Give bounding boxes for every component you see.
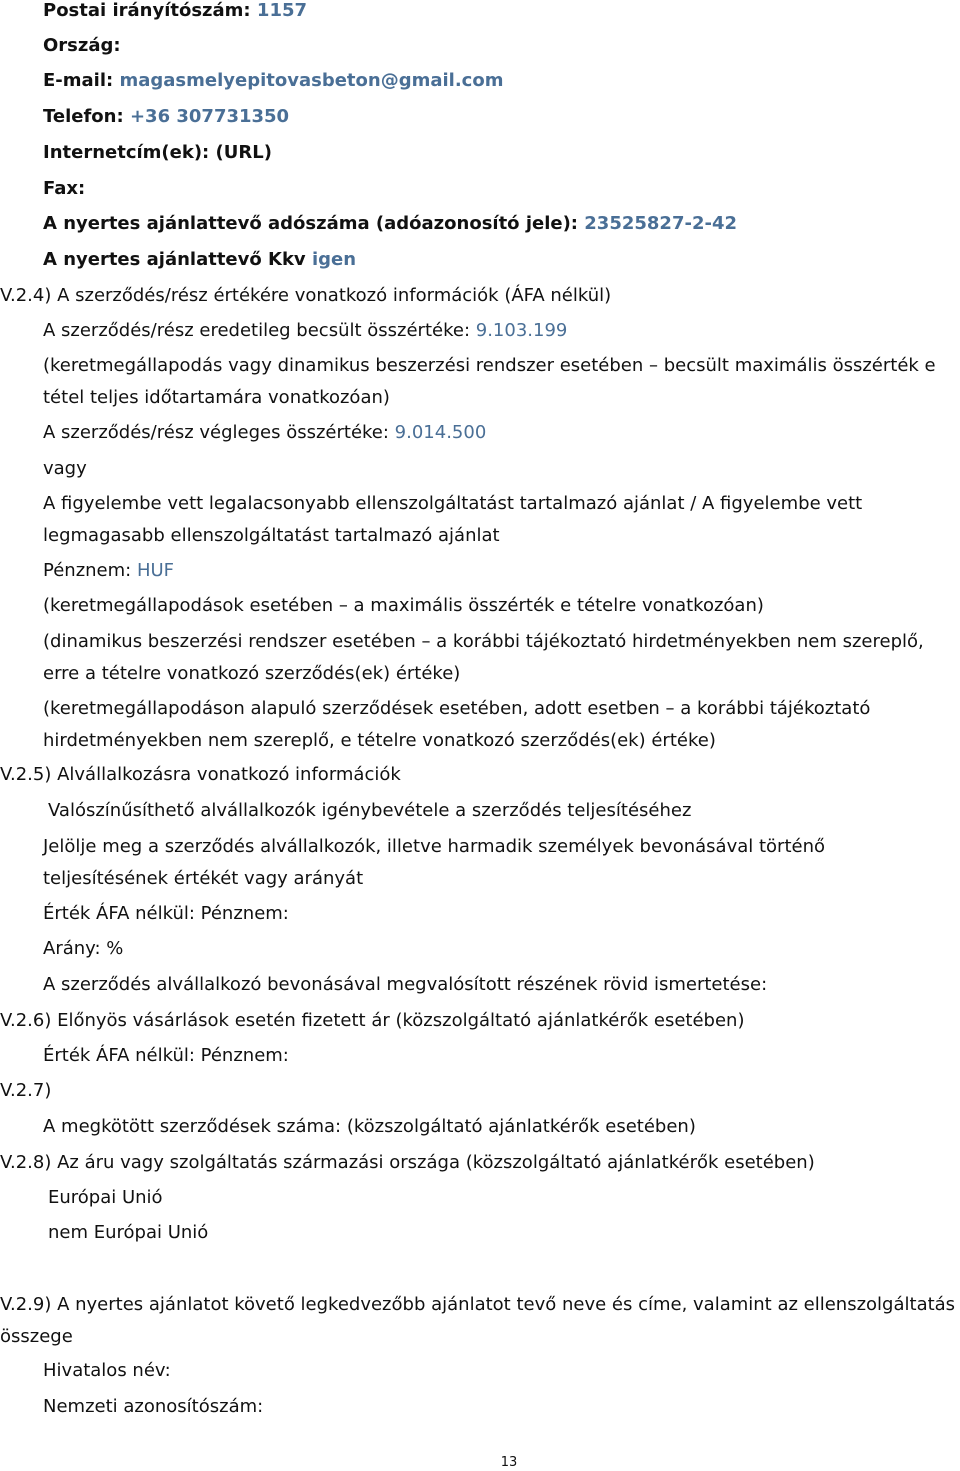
contracts-count-line: A megkötött szerződések száma: (közszolgáltató ajánlatkérők esetében): [43, 1116, 696, 1137]
subcontracting-description-label: A szerződés alvállalkozó bevonásával megvalósított részének rövid ismertetése:: [43, 974, 768, 995]
email-value: magasmelyepitovasbeton@gmail.com: [119, 70, 504, 91]
tax-number-value: 23525827-2-42: [584, 213, 737, 234]
email-line: E-mail: magasmelyepitovasbeton@gmail.com: [43, 70, 504, 91]
section-v24-heading: V.2.4) A szerződés/rész értékére vonatkozó információk (ÁFA nélkül): [0, 285, 612, 306]
phone-value: +36 307731350: [129, 106, 290, 127]
subcontracting-likely: Valószínűsíthető alvállalkozók igénybevétele a szerződés teljesítéséhez: [48, 800, 692, 821]
page-number: 13: [500, 1455, 518, 1470]
tax-number-line: A nyertes ajánlattevő adószáma (adóazonosító jele): 23525827-2-42: [43, 213, 737, 234]
note-contracts-line-2: hirdetményekben nem szereplő, e tételre vonatkozó szerződés(ek) értéke): [43, 730, 716, 751]
phone-line: Telefon: +36 307731350: [43, 106, 290, 127]
origin-non-eu: nem Európai Unió: [48, 1222, 209, 1243]
subcontracting-value-line: Érték ÁFA nélkül: Pénznem:: [43, 903, 289, 924]
subcontracting-indicate-line-2: teljesítésének értékét vagy arányát: [43, 868, 364, 889]
official-name-label: Hivatalos név:: [43, 1360, 171, 1381]
estimated-value: 9.103.199: [475, 320, 568, 341]
postal-code-value: 1157: [256, 0, 308, 21]
section-v26-heading: V.2.6) Előnyös vásárlások esetén fizetett ár (közszolgáltató ajánlatkérők esetében): [0, 1010, 745, 1031]
section-v25-heading: V.2.5) Alvállalkozásra vonatkozó információk: [0, 764, 401, 785]
internet-address-label: Internetcím(ek): (URL): [43, 142, 272, 163]
postal-code-line: Postai irányítószám: 1157: [43, 0, 308, 21]
note-dynamic-line-1: (dinamikus beszerzési rendszer esetében – a korábbi tájékoztató hirdetményekben nem szereplő,: [43, 631, 924, 652]
country-label: Ország:: [43, 35, 121, 56]
offer-line-1: A figyelembe vett legalacsonyabb ellenszolgáltatást tartalmazó ajánlat / A figyelembe vett: [43, 493, 863, 514]
note-framework: (keretmegállapodások esetében – a maximális összérték e tételre vonatkozóan): [43, 595, 764, 616]
section-v28-heading: V.2.8) Az áru vagy szolgáltatás származási országa (közszolgáltató ajánlatkérők esetében): [0, 1152, 815, 1173]
bargain-value-line: Érték ÁFA nélkül: Pénznem:: [43, 1045, 289, 1066]
origin-eu: Európai Unió: [48, 1187, 163, 1208]
offer-line-2: legmagasabb ellenszolgáltatást tartalmazó ajánlat: [43, 525, 500, 546]
section-v29-heading-line-1: V.2.9) A nyertes ajánlatot követő legkedvezőbb ajánlatot tevő neve és címe, valamint az ellenszolgáltatás: [0, 1294, 956, 1315]
sme-value: igen: [311, 249, 357, 270]
national-id-label: Nemzeti azonosítószám:: [43, 1396, 264, 1417]
section-v29-heading-line-2: összege: [0, 1326, 73, 1347]
final-value-line: A szerződés/rész végleges összértéke: 9.014.500: [43, 422, 487, 443]
framework-note-line-1: (keretmegállapodás vagy dinamikus beszerzési rendszer esetében – becsült maximális összérték e: [43, 355, 936, 376]
sme-line: A nyertes ajánlattevő Kkv igen: [43, 249, 357, 270]
currency-line: Pénznem: HUF: [43, 560, 175, 581]
subcontracting-indicate-line-1: Jelölje meg a szerződés alvállalkozók, illetve harmadik személyek bevonásával történő: [43, 836, 825, 857]
currency-value: HUF: [136, 560, 175, 581]
or-label: vagy: [43, 458, 87, 479]
fax-label: Fax:: [43, 178, 86, 199]
framework-note-line-2: tétel teljes időtartamára vonatkozóan): [43, 387, 390, 408]
estimated-value-line: A szerződés/rész eredetileg becsült összértéke: 9.103.199: [43, 320, 568, 341]
note-dynamic-line-2: erre a tételre vonatkozó szerződés(ek) értéke): [43, 663, 461, 684]
final-value: 9.014.500: [394, 422, 487, 443]
note-contracts-line-1: (keretmegállapodáson alapuló szerződések esetében, adott esetben – a korábbi tájékoztató: [43, 698, 871, 719]
section-v27-heading: V.2.7): [0, 1080, 52, 1101]
subcontracting-ratio-line: Arány: %: [43, 938, 124, 959]
